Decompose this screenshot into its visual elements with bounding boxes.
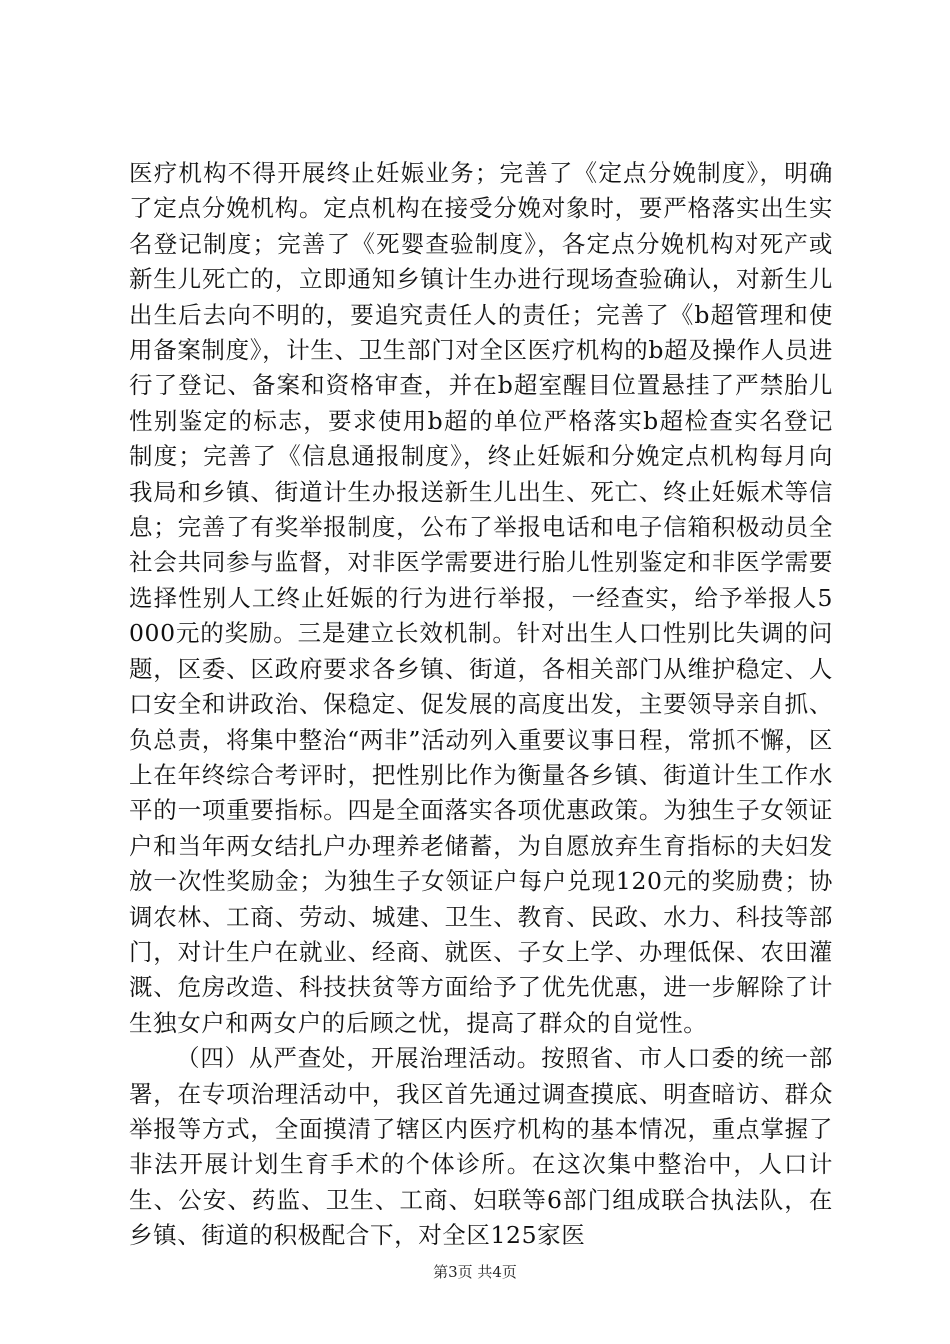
page-footer [0,1262,950,1282]
page-number: 第3页 共4页 [433,1263,517,1281]
document-body [129,156,833,1254]
paragraph-continuation: 医疗机构不得开展终止妊娠业务；完善了《定点分娩制度》，明确了定点分娩机构。定点机构在接受分娩对象时，要严格落实出生实名登记制度；完善了《死婴查验制度》，各定点分娩机构对死产或新生儿死亡的，立即通知乡镇计生办进行现场查验确认，对新生儿出生后去向不明的，要追究责任人的责任；完善了《b超管理和使用备案制度》，计生、卫生部门对全区医疗机构的b超及操作人员进行了登记、备案和资格审查，并在b超室醒目位置悬挂了严禁胎儿性别鉴定的标志，要求使用b超的单位严格落实b超检查实名登记制度；完善了《信息通报制度》，终止妊娠和分娩定点机构每月向我局和乡镇、街道计生办报送新生儿出生、死亡、终止妊娠术等信息；完善了有奖举报制度，公布了举报电话和电子信箱积极动员全社会共同参与监督，对非医学需要进行胎儿性别鉴定和非医学需要选择性别人工终止妊娠的行为进行举报，一经查实，给予举报人5000元的奖励。三是建立长效机制。针对出生人口性别比失调的问题，区委、区政府要求各乡镇、街道，各相关部门从维护稳定、人口安全和讲政治、保稳定、促发展的高度出发，主要领导亲自抓、负总责，将集中整治“两非”活动列入重要议事日程，常抓不懈，区上在年终综合考评时，把性别比作为衡量各乡镇、街道计生工作水平的一项重要指标。四是全面落实各项优惠政策。为独生子女领证户和当年两女结扎户办理养老储蓄，为自愿放弃生育指标的夫妇发放一次性奖励金；为独生子女领证户每户兑现120元的奖励费；协调农林、工商、劳动、城建、卫生、教育、民政、水力、科技等部门，对计生户在就业、经商、就医、子女上学、办理低保、农田灌溉、危房改造、科技扶贫等方面给予了优先优惠，进一步解除了计生独女户和两女户的后顾之忧，提高了群众的自觉性。 [129,159,833,1037]
paragraph-section-four: （四）从严查处，开展治理活动。按照省、市人口委的统一部署，在专项治理活动中，我区首先通过调查摸底、明查暗访、群众举报等方式，全面摸清了辖区内医疗机构的基本情况，重点掌握了非法开展计划生育手术的个体诊所。在这次集中整治中，人口计生、公安、药监、卫生、工商、妇联等6部门组成联合执法队，在乡镇、街道的积极配合下，对全区125家医 [129,1044,833,1250]
